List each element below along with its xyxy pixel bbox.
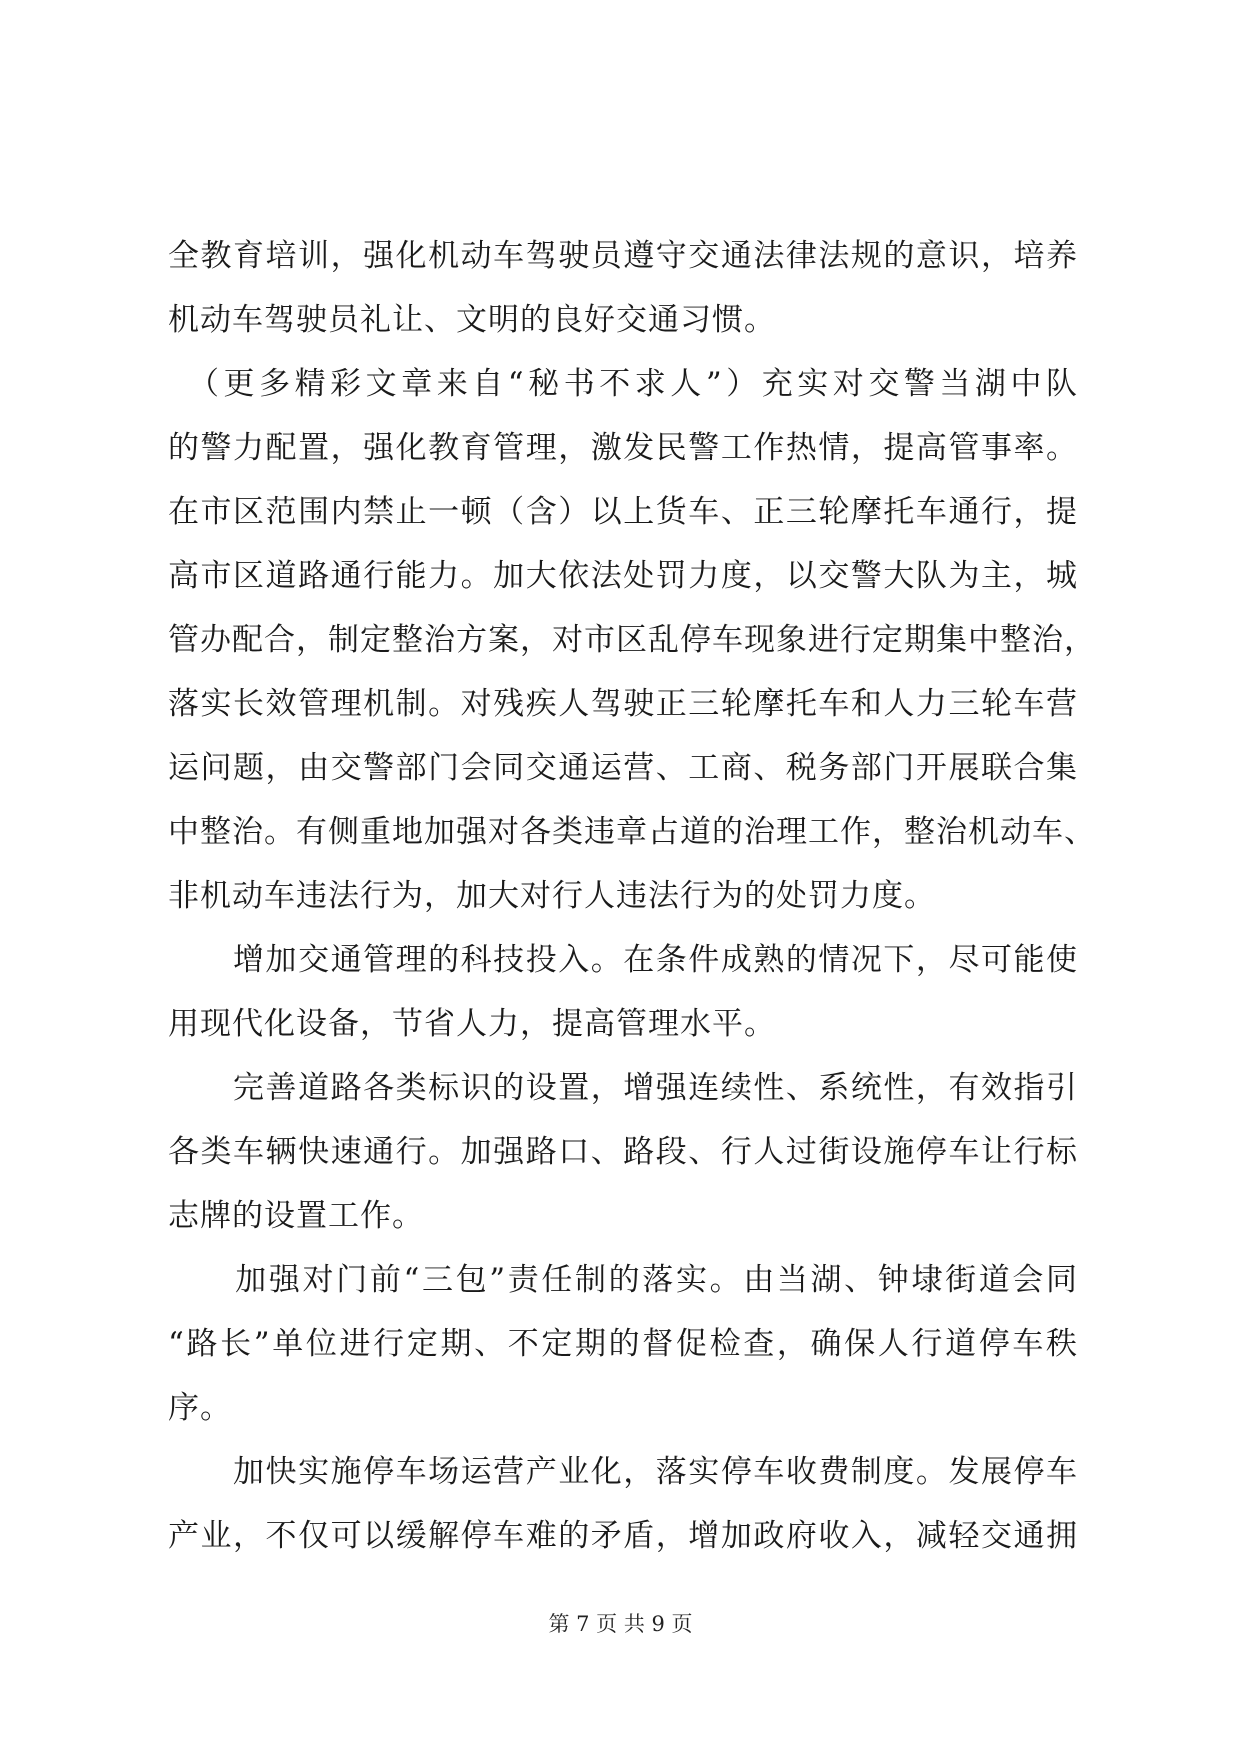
- text-line: 加强对门前“三包”责任制的落实。由当湖、钟埭街道会同: [168, 1262, 1078, 1298]
- text-line: 全教育培训，强化机动车驾驶员遵守交通法律法规的意识，培养: [168, 238, 1078, 274]
- text-line: 各类车辆快速通行。加强路口、路段、行人过街设施停车让行标: [168, 1134, 1078, 1170]
- text-line: 增加交通管理的科技投入。在条件成熟的情况下，尽可能使: [168, 942, 1078, 978]
- text-line: 机动车驾驶员礼让、文明的良好交通习惯。: [168, 302, 776, 338]
- text-line: 序。: [168, 1390, 232, 1426]
- page-number-label: 第 7 页 共 9 页: [548, 1612, 693, 1636]
- page-footer: [0, 1608, 1241, 1638]
- text-line: 中整治。有侧重地加强对各类违章占道的治理工作，整治机动车、: [168, 814, 1096, 850]
- text-line: 加快实施停车场运营产业化，落实停车收费制度。发展停车: [168, 1454, 1078, 1490]
- text-line: 高市区道路通行能力。加大依法处罚力度，以交警大队为主，城: [168, 558, 1078, 594]
- text-line: 落实长效管理机制。对残疾人驾驶正三轮摩托车和人力三轮车营: [168, 686, 1078, 722]
- text-line: “路长”单位进行定期、不定期的督促检查，确保人行道停车秩: [168, 1326, 1078, 1362]
- text-line: 运问题，由交警部门会同交通运营、工商、税务部门开展联合集: [168, 750, 1078, 786]
- text-line: 完善道路各类标识的设置，增强连续性、系统性，有效指引: [168, 1070, 1078, 1106]
- document-body: [168, 224, 1096, 1568]
- text-line: 用现代化设备，节省人力，提高管理水平。: [168, 1006, 776, 1042]
- text-line: 非机动车违法行为，加大对行人违法行为的处罚力度。: [168, 878, 936, 914]
- text-line: 的警力配置，强化教育管理，激发民警工作热情，提高管事率。: [168, 430, 1078, 466]
- text-line: （更多精彩文章来自“秘书不求人”）充实对交警当湖中队: [168, 366, 1078, 402]
- text-line: 管办配合，制定整治方案，对市区乱停车现象进行定期集中整治，: [168, 622, 1096, 658]
- text-line: 在市区范围内禁止一顿（含）以上货车、正三轮摩托车通行，提: [168, 494, 1078, 530]
- text-line: 产业，不仅可以缓解停车难的矛盾，增加政府收入，减轻交通拥: [168, 1518, 1078, 1554]
- text-line: 志牌的设置工作。: [168, 1198, 424, 1234]
